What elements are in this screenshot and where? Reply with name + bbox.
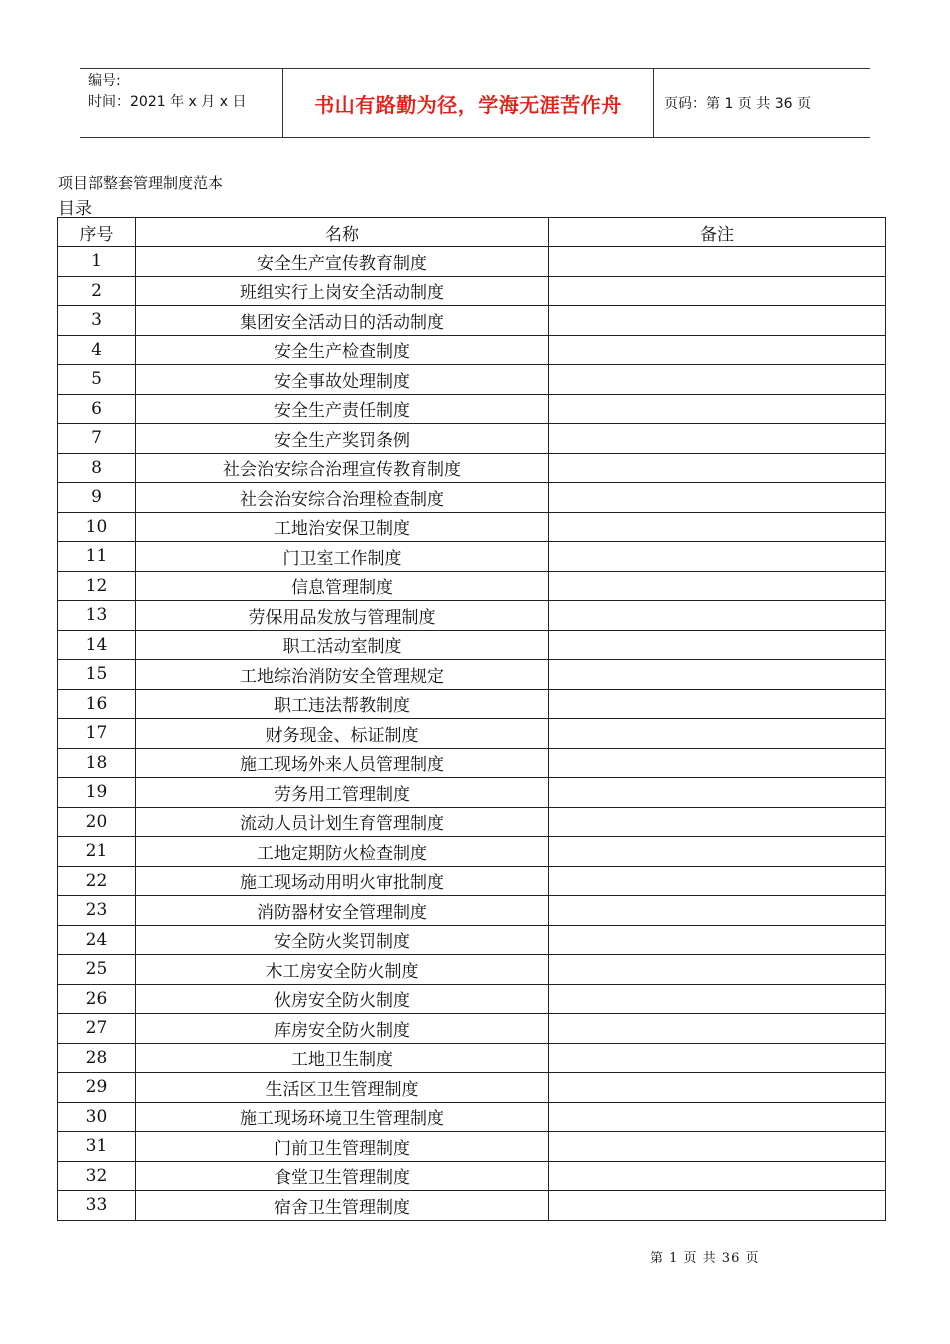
row-index: 1: [58, 247, 136, 277]
row-name: 宿舍卫生管理制度: [136, 1191, 549, 1221]
row-index: 6: [58, 394, 136, 424]
row-name: 班组实行上岗安全活动制度: [136, 276, 549, 306]
row-index: 25: [58, 955, 136, 985]
row-remarks: [549, 394, 886, 424]
table-row: [58, 748, 886, 778]
row-remarks: [549, 1132, 886, 1162]
table-row: [58, 896, 886, 926]
row-name: 财务现金、标证制度: [136, 719, 549, 749]
row-name: 木工房安全防火制度: [136, 955, 549, 985]
row-remarks: [549, 424, 886, 454]
row-index: 21: [58, 837, 136, 867]
header-motto: 书山有路勤为径，学海无涯苦作舟: [282, 69, 654, 137]
table-row: [58, 483, 886, 513]
row-index: 26: [58, 984, 136, 1014]
table-row: [58, 306, 886, 336]
row-index: 32: [58, 1161, 136, 1191]
row-name: 安全生产宣传教育制度: [136, 247, 549, 277]
table-row: [58, 365, 886, 395]
row-name: 工地卫生制度: [136, 1043, 549, 1073]
row-name: 劳保用品发放与管理制度: [136, 601, 549, 631]
row-index: 2: [58, 276, 136, 306]
row-index: 11: [58, 542, 136, 572]
row-name: 生活区卫生管理制度: [136, 1073, 549, 1103]
table-row: [58, 719, 886, 749]
document-time-label: 时间：2021 年 x 月 x 日: [88, 94, 247, 110]
row-remarks: [549, 807, 886, 837]
table-row: [58, 335, 886, 365]
row-remarks: [549, 1161, 886, 1191]
row-remarks: [549, 542, 886, 572]
page-footer: 第 1 页 共 36 页: [650, 1251, 760, 1266]
row-name: 食堂卫生管理制度: [136, 1161, 549, 1191]
row-remarks: [549, 837, 886, 867]
row-index: 29: [58, 1073, 136, 1103]
row-remarks: [549, 1102, 886, 1132]
row-index: 14: [58, 630, 136, 660]
row-name: 库房安全防火制度: [136, 1014, 549, 1044]
row-index: 16: [58, 689, 136, 719]
row-remarks: [549, 306, 886, 336]
row-index: 8: [58, 453, 136, 483]
row-name: 施工现场外来人员管理制度: [136, 748, 549, 778]
row-index: 31: [58, 1132, 136, 1162]
table-row: [58, 689, 886, 719]
toc-table: [57, 217, 886, 1221]
row-remarks: [549, 955, 886, 985]
row-name: 消防器材安全管理制度: [136, 896, 549, 926]
row-name: 施工现场环境卫生管理制度: [136, 1102, 549, 1132]
row-index: 18: [58, 748, 136, 778]
row-name: 安全生产责任制度: [136, 394, 549, 424]
row-remarks: [549, 571, 886, 601]
row-index: 13: [58, 601, 136, 631]
table-row: [58, 1014, 886, 1044]
row-index: 30: [58, 1102, 136, 1132]
row-name: 社会治安综合治理检查制度: [136, 483, 549, 513]
header-page-info: 页码：第 1 页 共 36 页: [664, 96, 811, 112]
row-index: 5: [58, 365, 136, 395]
row-name: 伙房安全防火制度: [136, 984, 549, 1014]
document-title: 项目部整套管理制度范本: [58, 174, 224, 192]
row-name: 劳务用工管理制度: [136, 778, 549, 808]
row-remarks: [549, 335, 886, 365]
page-header: [80, 68, 870, 138]
table-row: [58, 1132, 886, 1162]
toc-header-row: [58, 218, 886, 247]
table-row: [58, 453, 886, 483]
table-row: [58, 1102, 886, 1132]
row-remarks: [549, 1191, 886, 1221]
table-row: [58, 925, 886, 955]
row-remarks: [549, 1014, 886, 1044]
row-name: 工地定期防火检查制度: [136, 837, 549, 867]
row-name: 施工现场动用明火审批制度: [136, 866, 549, 896]
table-row: [58, 571, 886, 601]
table-row: [58, 276, 886, 306]
row-name: 集团安全活动日的活动制度: [136, 306, 549, 336]
row-remarks: [549, 276, 886, 306]
row-name: 信息管理制度: [136, 571, 549, 601]
row-remarks: [549, 483, 886, 513]
row-remarks: [549, 365, 886, 395]
header-meta: [80, 69, 282, 137]
row-remarks: [549, 630, 886, 660]
row-name: 安全事故处理制度: [136, 365, 549, 395]
table-row: [58, 1073, 886, 1103]
table-row: [58, 866, 886, 896]
row-name: 门卫室工作制度: [136, 542, 549, 572]
row-name: 工地综治消防安全管理规定: [136, 660, 549, 690]
row-remarks: [549, 1073, 886, 1103]
table-row: [58, 1191, 886, 1221]
row-remarks: [549, 512, 886, 542]
table-row: [58, 660, 886, 690]
row-index: 20: [58, 807, 136, 837]
row-remarks: [549, 748, 886, 778]
document-number-label: 编号:: [88, 73, 121, 89]
row-remarks: [549, 247, 886, 277]
row-remarks: [549, 453, 886, 483]
row-name: 安全生产检查制度: [136, 335, 549, 365]
row-remarks: [549, 778, 886, 808]
row-index: 27: [58, 1014, 136, 1044]
row-index: 28: [58, 1043, 136, 1073]
table-row: [58, 247, 886, 277]
row-name: 职工活动室制度: [136, 630, 549, 660]
column-header-name: 名称: [136, 218, 549, 247]
table-row: [58, 601, 886, 631]
table-row: [58, 778, 886, 808]
table-row: [58, 542, 886, 572]
table-row: [58, 424, 886, 454]
row-index: 15: [58, 660, 136, 690]
row-remarks: [549, 896, 886, 926]
table-row: [58, 630, 886, 660]
table-row: [58, 1043, 886, 1073]
row-name: 流动人员计划生育管理制度: [136, 807, 549, 837]
row-name: 职工违法帮教制度: [136, 689, 549, 719]
row-name: 门前卫生管理制度: [136, 1132, 549, 1162]
column-header-index: 序号: [58, 218, 136, 247]
row-remarks: [549, 925, 886, 955]
row-remarks: [549, 689, 886, 719]
row-index: 33: [58, 1191, 136, 1221]
row-name: 社会治安综合治理宣传教育制度: [136, 453, 549, 483]
row-index: 24: [58, 925, 136, 955]
row-index: 3: [58, 306, 136, 336]
row-name: 工地治安保卫制度: [136, 512, 549, 542]
row-remarks: [549, 719, 886, 749]
row-index: 22: [58, 866, 136, 896]
row-remarks: [549, 660, 886, 690]
table-row: [58, 955, 886, 985]
table-row: [58, 984, 886, 1014]
row-index: 7: [58, 424, 136, 454]
table-row: [58, 512, 886, 542]
table-row: [58, 394, 886, 424]
row-remarks: [549, 984, 886, 1014]
row-index: 17: [58, 719, 136, 749]
row-remarks: [549, 1043, 886, 1073]
column-header-remarks: 备注: [549, 218, 886, 247]
row-remarks: [549, 601, 886, 631]
toc-body: [58, 247, 886, 1221]
row-remarks: [549, 866, 886, 896]
row-index: 4: [58, 335, 136, 365]
row-index: 10: [58, 512, 136, 542]
table-row: [58, 1161, 886, 1191]
toc-heading: 目录: [58, 199, 92, 219]
row-name: 安全生产奖罚条例: [136, 424, 549, 454]
row-index: 9: [58, 483, 136, 513]
row-index: 23: [58, 896, 136, 926]
row-index: 12: [58, 571, 136, 601]
table-row: [58, 807, 886, 837]
table-row: [58, 837, 886, 867]
row-index: 19: [58, 778, 136, 808]
row-name: 安全防火奖罚制度: [136, 925, 549, 955]
